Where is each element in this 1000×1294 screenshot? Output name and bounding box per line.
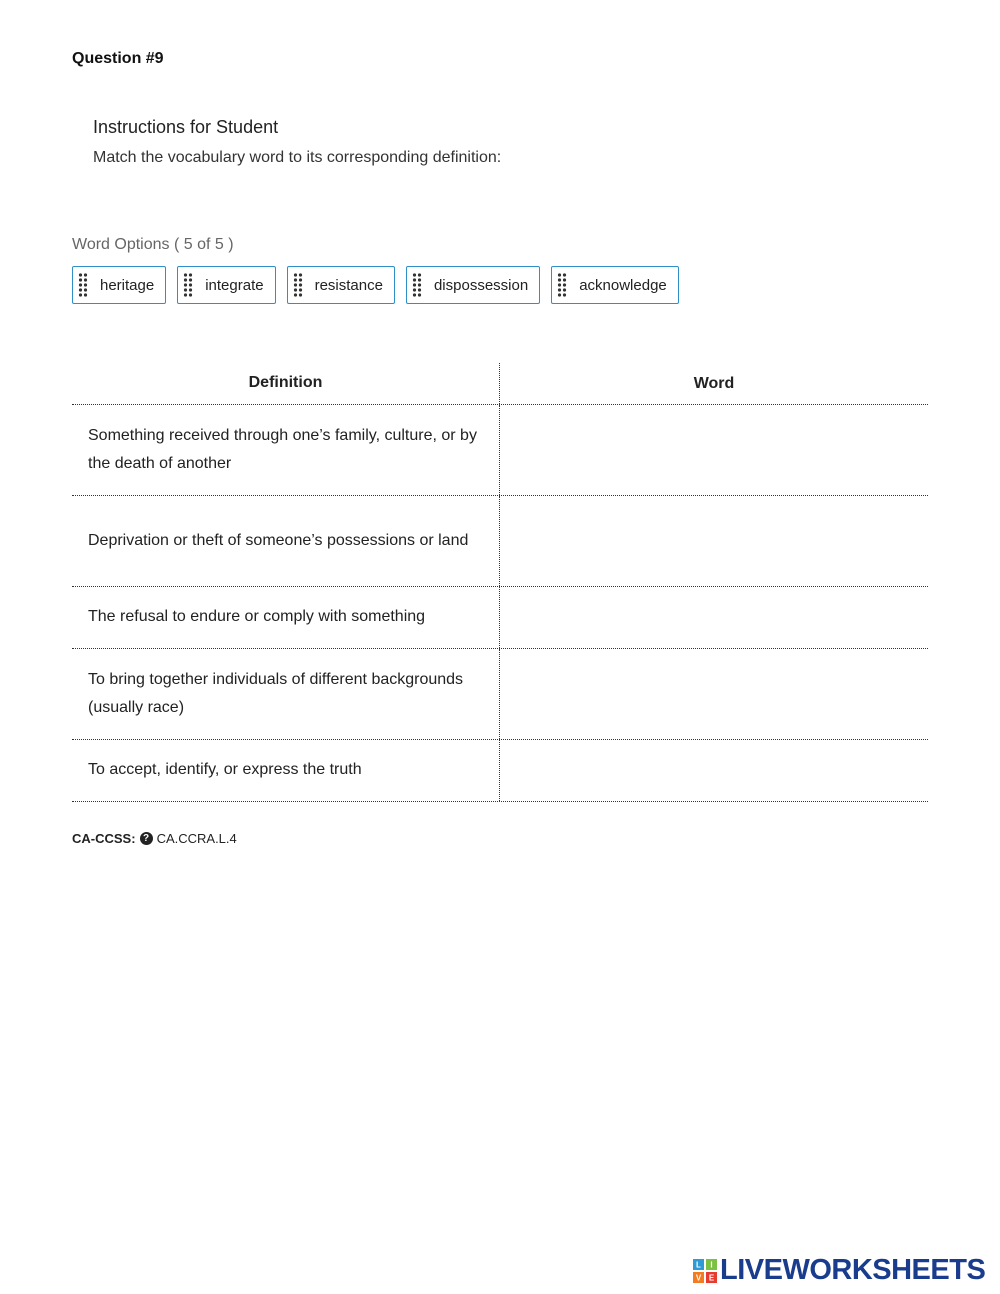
word-drop-zone[interactable] xyxy=(500,740,928,801)
drag-handle-icon[interactable] xyxy=(293,272,303,298)
word-option-label: dispossession xyxy=(433,276,529,294)
drag-handle-icon[interactable] xyxy=(183,272,193,298)
brand-name: LIVEWORKSHEETS xyxy=(720,1254,986,1286)
word-option-label: acknowledge xyxy=(579,276,667,294)
definition-cell xyxy=(72,649,500,739)
drag-handle-icon[interactable] xyxy=(412,272,422,298)
table-row xyxy=(72,405,928,496)
word-drop-zone[interactable] xyxy=(500,405,928,495)
word-option-acknowledge[interactable] xyxy=(551,266,679,304)
standards-line xyxy=(72,831,237,846)
table-row xyxy=(72,587,928,649)
svg-text:V: V xyxy=(695,1273,702,1282)
table-row xyxy=(72,740,928,802)
liveworksheets-logo xyxy=(693,1254,985,1287)
word-option-resistance[interactable] xyxy=(287,266,395,304)
definition-text: Deprivation or theft of someone’s possessions or land xyxy=(88,531,469,549)
definition-cell xyxy=(72,587,500,648)
word-option-integrate[interactable] xyxy=(177,266,275,304)
word-options-label: Word Options ( 5 of 5 ) xyxy=(72,236,234,253)
svg-text:L: L xyxy=(696,1260,701,1269)
word-option-heritage[interactable] xyxy=(72,266,166,304)
word-option-label: resistance xyxy=(314,276,383,294)
definition-text: To accept, identify, or express the truth xyxy=(88,761,362,779)
definition-text: Something received through one’s family, culture, or by the death of another xyxy=(88,426,477,472)
drag-handle-icon[interactable] xyxy=(557,272,567,298)
definition-text: To bring together individuals of different backgrounds (usually race) xyxy=(88,670,464,716)
drag-handle-icon[interactable] xyxy=(78,272,88,298)
word-column-header: Word xyxy=(693,374,735,392)
help-icon[interactable]: ? xyxy=(140,832,153,845)
table-row xyxy=(72,496,928,587)
word-drop-zone[interactable] xyxy=(500,649,928,739)
standards-label: CA-CCSS: xyxy=(72,831,136,846)
standards-code[interactable]: CA.CCRA.L.4 xyxy=(156,831,237,846)
definition-cell xyxy=(72,740,500,801)
question-title: Question #9 xyxy=(72,50,164,67)
word-options-bank xyxy=(72,266,679,304)
word-option-dispossession[interactable] xyxy=(406,266,540,304)
table-row xyxy=(72,649,928,740)
word-drop-zone[interactable] xyxy=(500,496,928,586)
word-option-label: heritage xyxy=(100,276,155,294)
svg-text:E: E xyxy=(708,1273,715,1282)
word-drop-zone[interactable] xyxy=(500,587,928,648)
definition-column-header: Definition xyxy=(72,363,500,404)
table-header-row xyxy=(72,363,928,405)
instructions-text: Match the vocabulary word to its corresponding definition: xyxy=(93,149,502,166)
word-option-label: integrate xyxy=(205,276,264,294)
svg-text:I: I xyxy=(710,1260,713,1269)
definition-text: The refusal to endure or comply with something xyxy=(88,608,426,626)
live-blocks-icon xyxy=(693,1259,717,1283)
matching-table xyxy=(72,363,928,802)
definition-cell xyxy=(72,405,500,495)
instructions-heading: Instructions for Student xyxy=(93,117,279,137)
definition-cell xyxy=(72,496,500,586)
